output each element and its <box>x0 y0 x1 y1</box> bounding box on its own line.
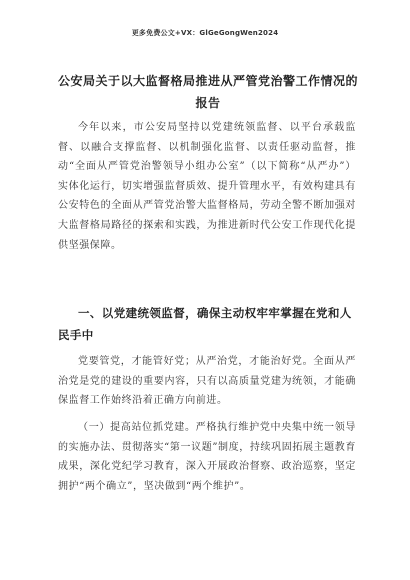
section-heading: 一、以党建统领监督，确保主动权牢牢掌握在党和人民手中 <box>58 306 352 342</box>
header-note: 更多免费公文+VX：GlGeGongWen2024 <box>131 29 279 37</box>
section-item-paragraph: （一）提高站位抓党建。严格执行维护党中央集中统一领导的实施办法、贯彻落实“第一议题”制度，持续巩固拓展主题教育成果，深化党纪学习教育，深入开展政治督察、政治巡察，坚定拥护“两个确立”，坚决做到“两个维护”。 <box>58 422 356 492</box>
section-lead-paragraph: 党要管党，才能管好党；从严治党，才能治好党。全面从严治党是党的建设的重要内容，只有以高质量党建为统领，才能确保监督工作始终沿着正确方向前进。 <box>58 356 356 407</box>
intro-paragraph: 今年以来，市公安局坚持以党建统领监督、以平台承载监督、以融合支撑监督、以机制强化监督、以责任驱动监督，推动“全面从严管党治警领导小组办公室”（以下简称“从严办”）实体化运行，切实增强监督质效、提升管理水平，有效构建具有公安特色的全面从严管党治警大监督格局，劳动全警不断加强对大监督格局路径的探索和实践，为推进新时代公安工作现代化提供坚强保障。 <box>58 122 356 251</box>
document-title: 公安局关于以大监督格局推进从严管党治警工作情况的报告 <box>58 74 359 110</box>
